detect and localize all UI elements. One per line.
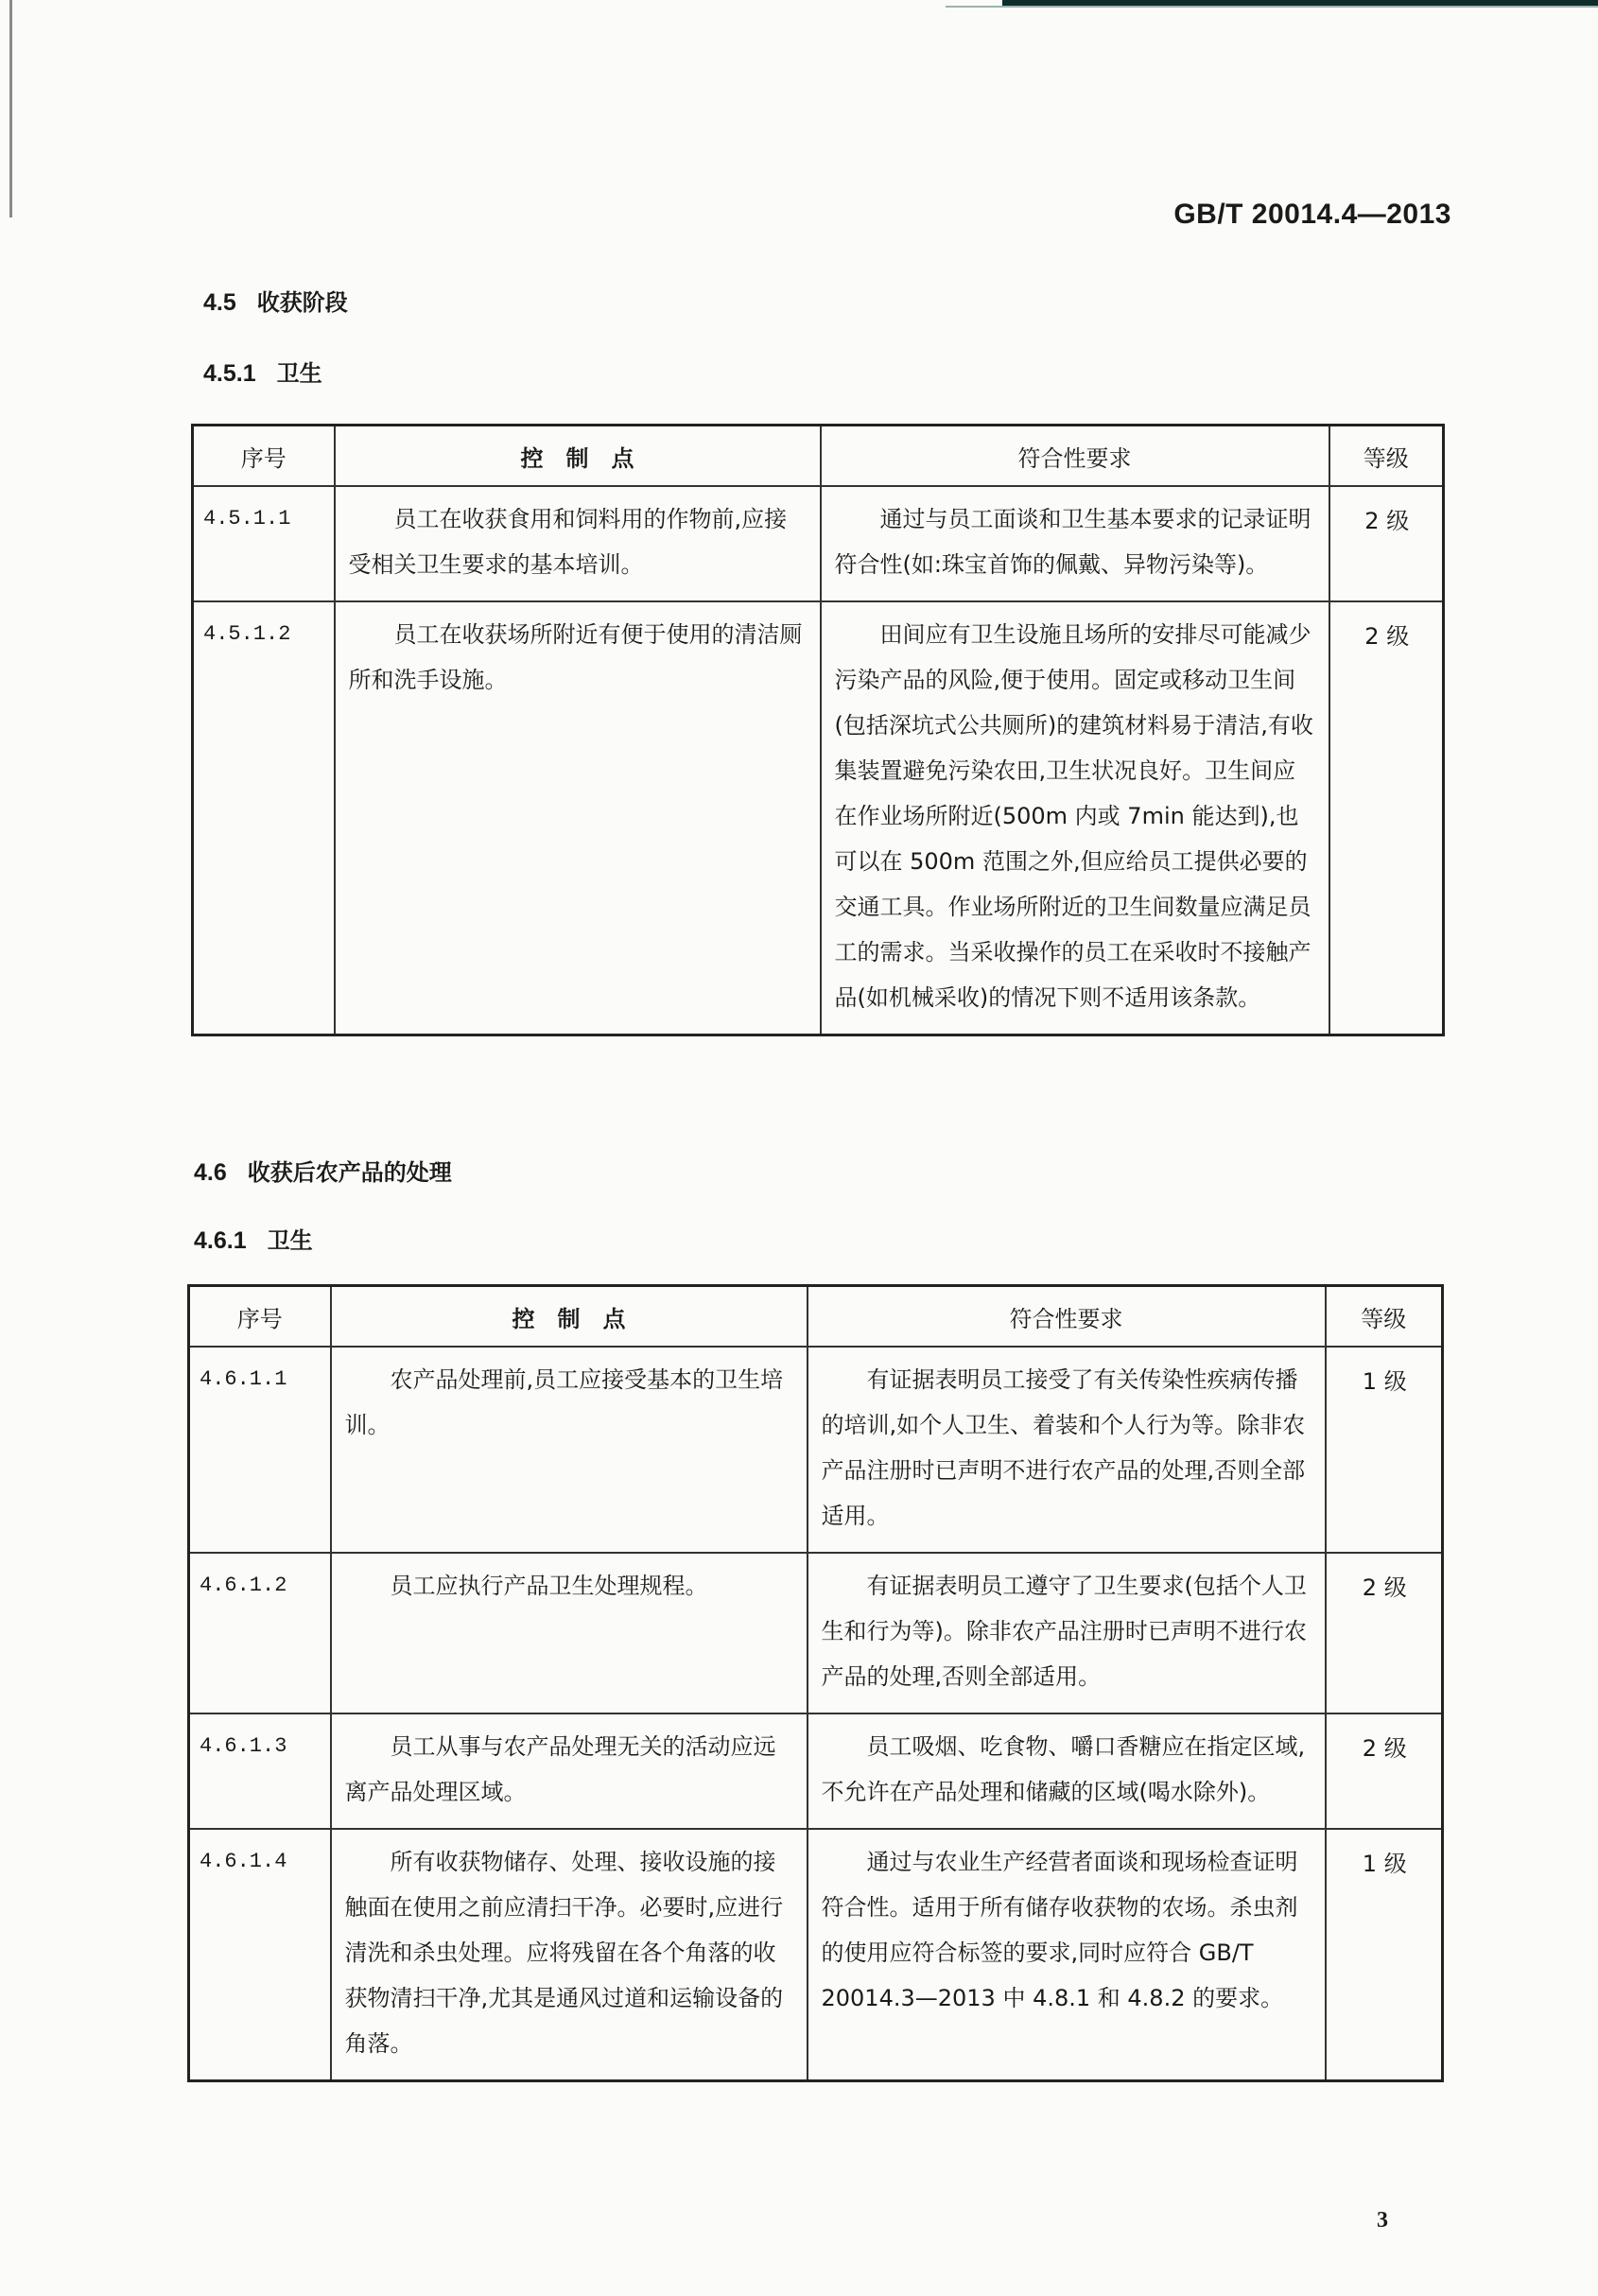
section-heading-4-5 [203, 284, 348, 317]
header-seq: 序号 [189, 1286, 331, 1348]
row-id: 4.5.1.1 [193, 486, 335, 601]
row-requirement: 有证据表明员工遵守了卫生要求(包括个人卫生和行为等)。除非农产品注册时已声明不进行农产品的处理,否则全部适用。 [808, 1553, 1326, 1713]
row-level: 1 级 [1326, 1347, 1443, 1553]
header-level: 等级 [1326, 1286, 1443, 1348]
row-level: 2 级 [1326, 1553, 1443, 1713]
row-level: 2 级 [1326, 1713, 1443, 1829]
row-control: 所有收获物储存、处理、接收设施的接触面在使用之前应清扫干净。必要时,应进行清洗和杀虫处理。应将残留在各个角落的收获物清扫干净,尤其是通风过道和运输设备的角落。 [331, 1829, 808, 2081]
section-number: 4.6 [194, 1159, 227, 1186]
row-requirement: 田间应有卫生设施且场所的安排尽可能减少污染产品的风险,便于使用。固定或移动卫生间(包括深坑式公共厕所)的建筑材料易于清洁,有收集装置避免污染农田,卫生状况良好。卫生间应在作业场所附近(500m 内或 7min 能达到),也可以在 500m 范围之外,但应给员工提供必要的交通工具。作业场所附近的卫生间数量应满足员工的需求。当采收操作的员工在采收时不接触产品(如机械采收)的情况下则不适用该条款。 [821, 601, 1329, 1035]
row-id: 4.6.1.2 [189, 1553, 331, 1713]
row-requirement: 有证据表明员工接受了有关传染性疾病传播的培训,如个人卫生、着装和个人行为等。除非农产品注册时已声明不进行农产品的处理,否则全部适用。 [808, 1347, 1326, 1553]
row-level: 2 级 [1329, 601, 1444, 1035]
row-control: 员工在收获食用和饲料用的作物前,应接受相关卫生要求的基本培训。 [335, 486, 821, 601]
row-level: 2 级 [1329, 486, 1444, 601]
header-control: 控 制 点 [335, 426, 821, 487]
table-row [189, 1347, 1443, 1553]
document-number: GB/T 20014.4—2013 [1173, 199, 1451, 230]
section-number: 4.5.1 [203, 360, 256, 387]
header-requirement: 符合性要求 [821, 426, 1329, 487]
table-row [193, 601, 1444, 1035]
row-control: 员工应执行产品卫生处理规程。 [331, 1553, 808, 1713]
section-heading-4-6-1 [194, 1222, 313, 1255]
table-4-6-1 [187, 1284, 1444, 2082]
row-id: 4.6.1.3 [189, 1713, 331, 1829]
table-row [189, 1829, 1443, 2081]
header-requirement: 符合性要求 [808, 1286, 1326, 1348]
row-id: 4.6.1.1 [189, 1347, 331, 1553]
row-requirement: 通过与农业生产经营者面谈和现场检查证明符合性。适用于所有储存收获物的农场。杀虫剂的使用应符合标签的要求,同时应符合 GB/T 20014.3—2013 中 4.8.1 和 4.8.2 的要求。 [808, 1829, 1326, 2081]
section-title: 收获阶段 [256, 289, 348, 316]
header-control: 控 制 点 [331, 1286, 808, 1348]
table-header-row [189, 1286, 1443, 1348]
section-number: 4.5 [203, 289, 236, 316]
row-requirement: 员工吸烟、吃食物、嚼口香糖应在指定区域,不允许在产品处理和储藏的区域(喝水除外)。 [808, 1713, 1326, 1829]
header-seq: 序号 [193, 426, 335, 487]
scan-edge-top-light [946, 6, 1598, 8]
section-number: 4.6.1 [194, 1227, 247, 1254]
table-row [189, 1713, 1443, 1829]
section-heading-4-6 [194, 1154, 452, 1187]
row-control: 农产品处理前,员工应接受基本的卫生培训。 [331, 1347, 808, 1553]
header-level: 等级 [1329, 426, 1444, 487]
section-heading-4-5-1 [203, 355, 322, 388]
row-requirement: 通过与员工面谈和卫生基本要求的记录证明符合性(如:珠宝首饰的佩戴、异物污染等)。 [821, 486, 1329, 601]
section-title: 卫生 [276, 360, 322, 387]
table-row [189, 1553, 1443, 1713]
page-number: 3 [1377, 2208, 1388, 2233]
table-header-row [193, 426, 1444, 487]
table-4-5-1 [191, 424, 1445, 1036]
row-control: 员工从事与农产品处理无关的活动应远离产品处理区域。 [331, 1713, 808, 1829]
scan-edge-left [9, 0, 12, 217]
section-title: 收获后农产品的处理 [247, 1159, 452, 1186]
table-row [193, 486, 1444, 601]
row-level: 1 级 [1326, 1829, 1443, 2081]
row-id: 4.5.1.2 [193, 601, 335, 1035]
row-control: 员工在收获场所附近有便于使用的清洁厕所和洗手设施。 [335, 601, 821, 1035]
row-id: 4.6.1.4 [189, 1829, 331, 2081]
section-title: 卫生 [267, 1227, 313, 1254]
